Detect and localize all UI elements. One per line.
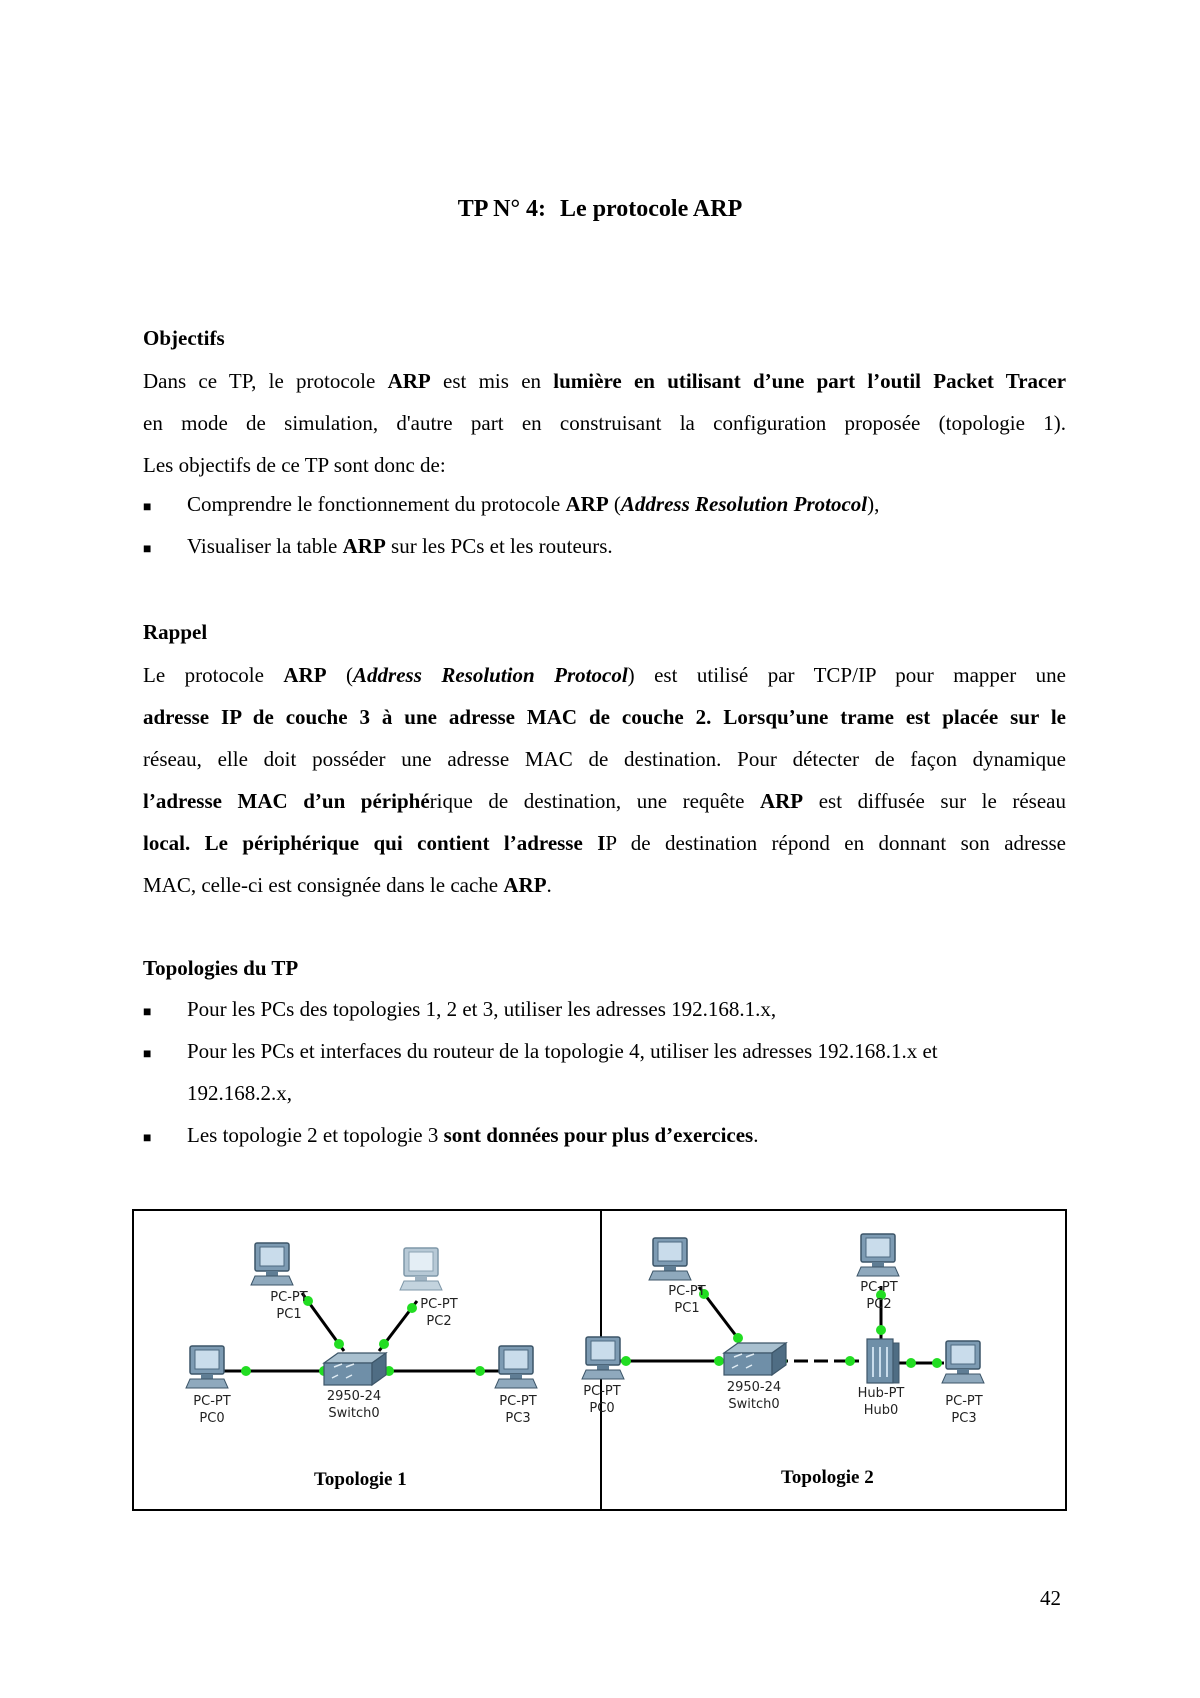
pc2-label: PC-PT PC2 [860,1280,898,1312]
bullet-icon: ■ [143,542,152,557]
pc0-icon [582,1337,624,1379]
bullet-icon: ■ [143,500,152,515]
rappel-line-2: adresse IP de couche 3 à une adresse MAC de couche 2. Lorsqu’une trame est placée sur le [143,705,1066,729]
hub0-label: Hub-PT Hub0 [857,1386,905,1418]
section-heading-topologies: Topologies du TP [143,956,299,980]
bullet-icon: ■ [143,1131,152,1146]
topologies-figure [132,1209,1067,1511]
objectifs-line-2: en mode de simulation, d'autre part en construisant la configuration proposée (topologie 1). [143,411,1066,435]
pc3-icon [495,1346,537,1388]
pc0-label: PC-PT PC0 [193,1394,231,1426]
pc1-icon [251,1243,293,1285]
objectifs-bullet-1: Comprendre le fonctionnement du protocole ARP (Address Resolution Protocol), [187,492,880,516]
switch0-label: 2950-24 Switch0 [726,1380,782,1412]
section-heading-objectifs: Objectifs [143,326,225,350]
pc3-icon [942,1341,984,1383]
topologies-bullet-3: Les topologie 2 et topologie 3 sont données pour plus d’exercices. [187,1123,759,1147]
objectifs-line-3: Les objectifs de ce TP sont donc de: [143,453,446,477]
section-heading-rappel: Rappel [143,620,208,644]
page-number: 42 [1040,1586,1061,1610]
rappel-line-3: réseau, elle doit posséder une adresse MAC de destination. Pour détecter de façon dynamique [143,747,1066,771]
pc1-icon [649,1238,691,1280]
rappel-line-5: local. Le périphérique qui contient l’adresse IP de destination répond en donnant son adresse [143,831,1067,855]
topology-diagram [134,1211,1065,1509]
topologies-bullet-2-cont: 192.168.2.x, [187,1081,292,1105]
topologies-bullet-2: Pour les PCs et interfaces du routeur de la topologie 4, utiliser les adresses 192.168.1.x et [187,1039,938,1063]
switch0-icon [724,1343,786,1375]
pc1-label: PC-PT PC1 [270,1290,308,1322]
switch0-label: 2950-24 Switch0 [326,1389,382,1421]
bullet-icon: ■ [143,1005,152,1020]
pc2-icon [400,1248,442,1290]
rappel-line-6: MAC, celle-ci est consignée dans le cache ARP. [143,873,552,897]
objectifs-bullet-2: Visualiser la table ARP sur les PCs et les routeurs. [187,534,613,558]
rappel-line-4: l’adresse MAC d’un périphérique de destination, une requête ARP est diffusée sur le réseau [143,789,1066,813]
topologies-bullet-1: Pour les PCs des topologies 1, 2 et 3, utiliser les adresses 192.168.1.x, [187,997,777,1021]
bullet-icon: ■ [143,1047,152,1062]
pc1-label: PC-PT PC1 [668,1284,706,1316]
pc0-icon [186,1346,228,1388]
objectifs-line-1: Dans ce TP, le protocole ARP est mis en lumière en utilisant d’une part l’outil Packet Tracer [143,369,1067,393]
hub0-icon [867,1339,899,1383]
pc2-label: PC-PT PC2 [420,1297,458,1329]
rappel-line-1: Le protocole ARP (Address Resolution Protocol) est utilisé par TCP/IP pour mapper une [143,663,1067,687]
topology-2-caption: Topologie 2 [781,1467,874,1488]
pc0-label: PC-PT PC0 [583,1384,621,1416]
page-title: TP N° 4: Le protocole ARP [457,196,743,222]
topology-1-caption: Topologie 1 [314,1469,407,1490]
pc3-label: PC-PT PC3 [499,1394,537,1426]
pc3-label: PC-PT PC3 [945,1394,983,1426]
pc2-icon [857,1234,899,1276]
switch0-icon [324,1353,386,1385]
